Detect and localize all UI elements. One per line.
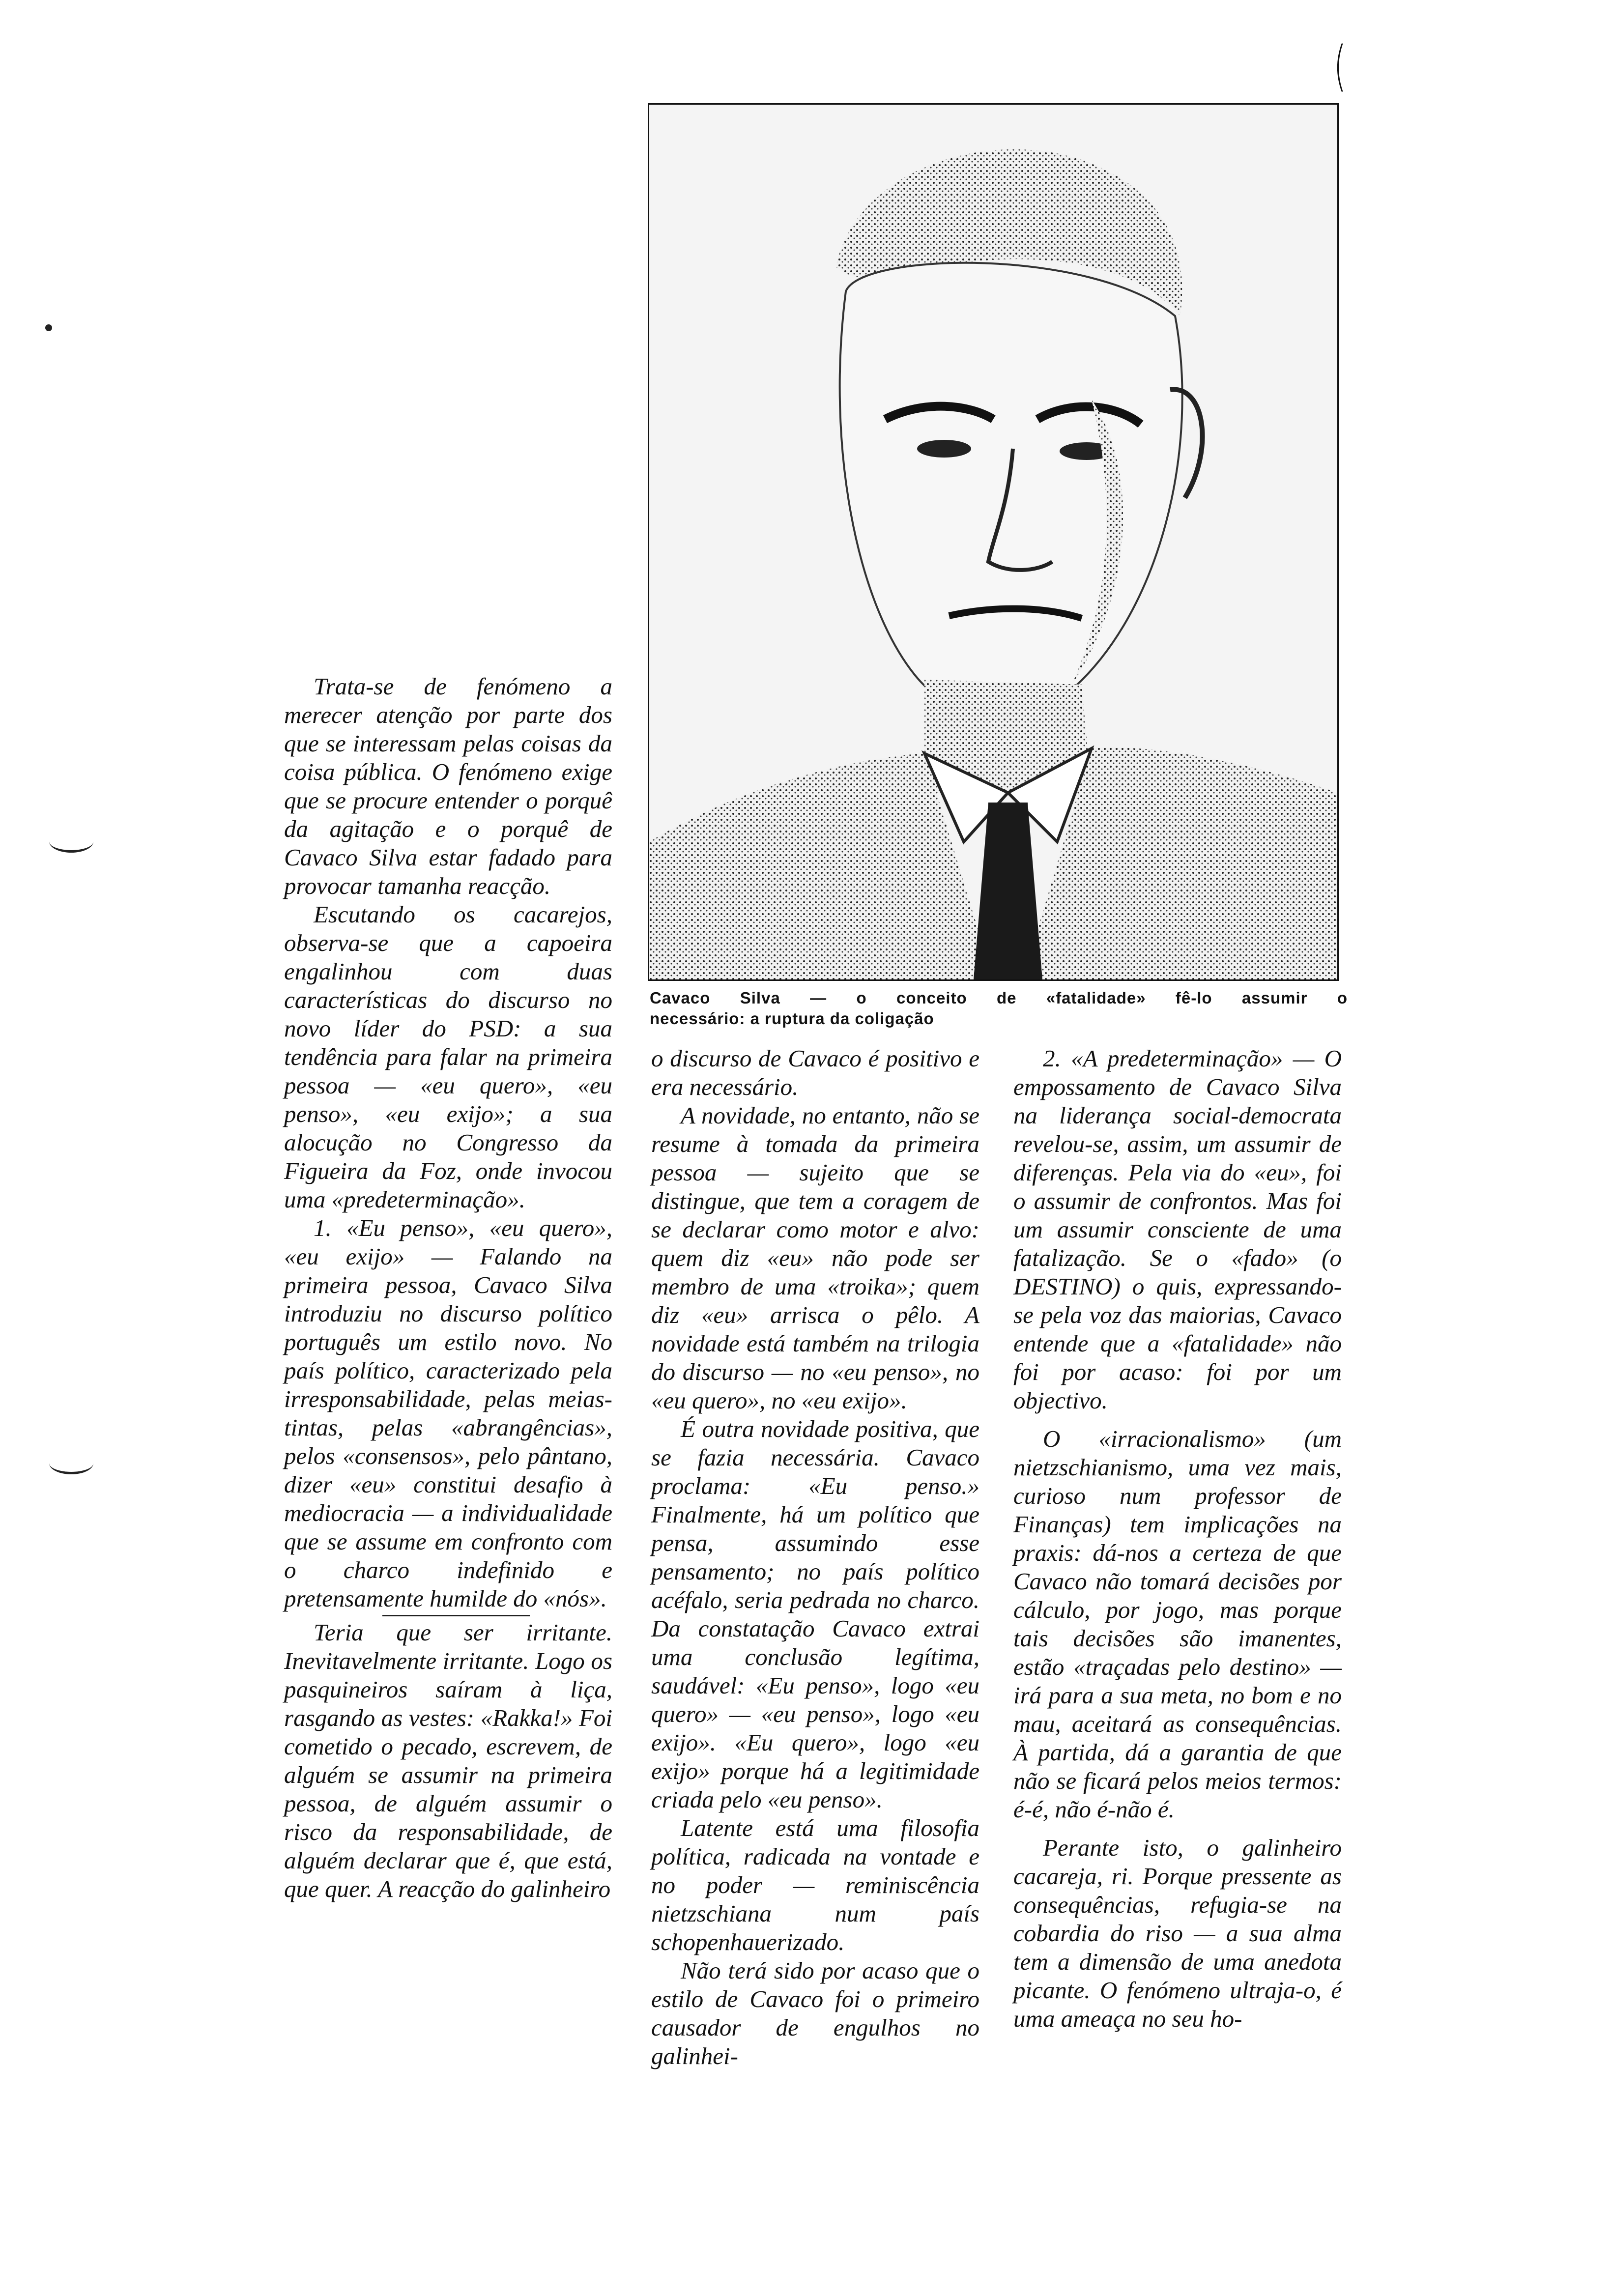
paragraph: Não terá sido por acaso que o estilo de Cavaco foi o primeiro causador de engulhos no galinhei- bbox=[651, 1957, 979, 2069]
article-column-1 bbox=[284, 672, 612, 1903]
paragraph: A novidade, no entanto, não se resume à tomada da primeira pessoa — sujeito que se distingue, que tem a coragem de se declarar como motor e alvo: quem diz «eu» não pode ser membro de uma «troika»; quem diz «eu» arrisca o pêlo. A novidade está também na trilogia do discurso — no «eu penso», no «eu quero», no «eu exijo». bbox=[651, 1102, 979, 1414]
paragraph: o discurso de Cavaco é positivo e era necessário. bbox=[651, 1045, 979, 1100]
paragraph: Trata-se de fenómeno a merecer atenção por parte dos que se interessam pelas coisas da coisa pública. O fenómeno exige que se procure entender o porquê da agitação e o porquê de Cavaco Silva estar fadado para provocar tamanha reacção. bbox=[284, 673, 612, 899]
paragraph: Latente está uma filosofia política, radicada na vontade e no poder — reminiscência nietzschiana num país schopenhauerizado. bbox=[651, 1814, 979, 1955]
margin-dot-mark bbox=[45, 324, 52, 331]
article-column-2 bbox=[651, 1044, 979, 2070]
paragraph: 1. «Eu penso», «eu quero», «eu exijo» — Falando na primeira pessoa, Cavaco Silva introduziu no discurso político português um estilo novo. No país político, caracterizado pela irresponsabilidade, pelas meias-tintas, pelas «abrangências», pelos «consensos», pelo pântano, dizer «eu» constitui desafio à mediocracia — a individualidade que se assume em confronto com o charco indefinido e pretensamente humilde do «nós». bbox=[284, 1214, 612, 1612]
portrait-photo-icon bbox=[649, 105, 1337, 979]
section-divider bbox=[382, 1615, 530, 1616]
paragraph: Perante isto, o galinheiro cacareja, ri. Porque pressente as consequências, refugia-se na cobardia do riso — a sua alma tem a dimensão de uma anedota picante. O fenómeno ultraja-o, é uma ameaça no seu ho- bbox=[1013, 1834, 1342, 2032]
article-column-3 bbox=[1013, 1044, 1342, 2033]
binding-hole-mark bbox=[49, 831, 93, 853]
binding-hole-mark bbox=[49, 1452, 93, 1474]
paragraph: 2. «A predeterminação» — O empossamento de Cavaco Silva na liderança social-democrata revelou-se, assim, um assumir de diferenças. Pela via do «eu», foi o assumir de confrontos. Mas foi um assumir consciente de uma fatalização. Se o «fado» (o DESTINO) o quis, expressando-se pela voz das maiorias, Cavaco entende que a «fatalidade» não foi por acaso: foi por um objectivo. bbox=[1013, 1045, 1342, 1414]
margin-paren-mark: ( bbox=[1333, 34, 1347, 97]
paragraph: O «irracionalismo» (um nietzschianismo, uma vez mais, curioso num professor de Finanças) tem implicações na praxis: dá-nos a certeza de que Cavaco não tomará decisões por cálculo, por jogo, mas porque tais decisões são imanentes, estão «traçadas pelo destino» — irá para a sua meta, no bom e no mau, aceitará as consequências. À partida, dá a garantia de que não se ficará pelos meios termos: é-é, não é-não é. bbox=[1013, 1425, 1342, 1823]
paragraph: Escutando os cacarejos, observa-se que a capoeira engalinhou com duas características do discurso no novo líder do PSD: a sua tendência para falar na primeira pessoa — «eu quero», «eu penso», «eu exijo»; a sua alocução no Congresso da Figueira da Foz, onde invocou uma «predeterminação». bbox=[284, 901, 612, 1213]
caption-line-1: Cavaco Silva — o conceito de «fatalidade» fê-lo assumir o bbox=[650, 989, 1348, 1007]
portrait-photo bbox=[648, 103, 1339, 981]
caption-line-2: necessário: a ruptura da coligação bbox=[650, 1009, 934, 1028]
photo-caption bbox=[650, 988, 1348, 1029]
paragraph: Teria que ser irritante. Inevitavelmente irritante. Logo os pasquineiros saíram à liça, rasgando as vestes: «Rakka!» Foi cometido o pecado, escrevem, de alguém se assumir na primeira pessoa, de alguém assumir o risco da responsabilidade, de alguém declarar que é, que está, que quer. A reacção do galinheiro bbox=[284, 1619, 612, 1902]
paragraph: É outra novidade positiva, que se fazia necessária. Cavaco proclama: «Eu penso.» Finalmente, há um político que pensa, assumindo esse pensamento; no país político acéfalo, seria pedrada no charco. Da constatação Cavaco extrai uma conclusão legítima, saudável: «Eu penso», logo «eu quero» — «eu penso», logo «eu exijo». «Eu quero», logo «eu exijo» porque há a legitimidade criada pelo «eu penso». bbox=[651, 1415, 979, 1813]
